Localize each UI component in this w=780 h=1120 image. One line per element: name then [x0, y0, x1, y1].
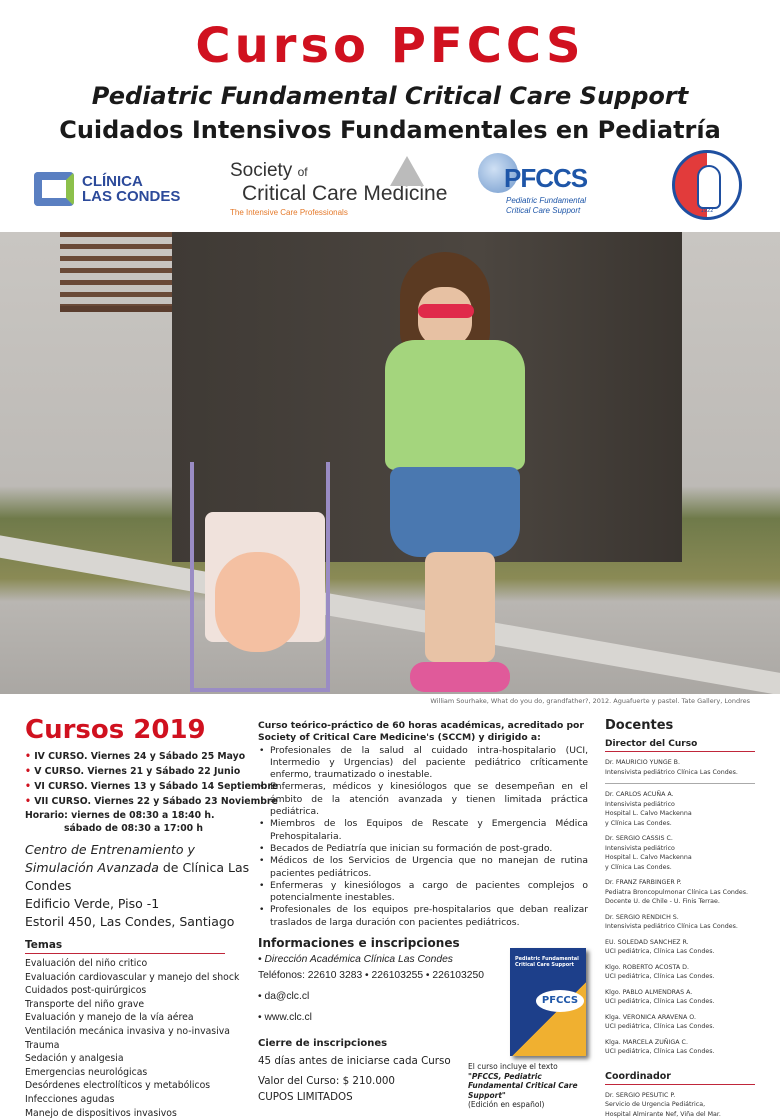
docentes-heading: Docentes [605, 718, 674, 733]
subtitle-english: Pediatric Fundamental Critical Care Support [91, 82, 689, 110]
docente-entry [605, 878, 755, 907]
text-line: Klga. VERONICA ARAVENA O. [605, 1013, 696, 1021]
website-link[interactable]: • www.clc.cl [258, 1012, 312, 1024]
book-title: Pediatric Fundamental Critical Care Support [515, 956, 579, 968]
sccm-triangle-icon [390, 156, 424, 186]
text-line: y Clínica Las Condes. [605, 863, 672, 871]
child-figure-icon [697, 165, 721, 209]
tema-item: Ventilación mecánica invasiva y no-invasiva [25, 1025, 230, 1037]
audience-item: • Becados de Pediatría que inician su formación de post-grado. [258, 843, 588, 855]
sociedad-chilena-pediatria-seal [672, 150, 742, 220]
sccm-name: Critical Care Medicine [242, 182, 448, 205]
text-line: Dr. SERGIO PESUTIC P. [605, 1091, 676, 1099]
curso-item: • VII CURSO. Viernes 22 y Sábado 23 Noviembre [25, 796, 278, 807]
info-heading: Informaciones e inscripciones [258, 936, 460, 951]
text-line: Intensivista pediátrico [605, 800, 675, 808]
docente-entry [605, 790, 755, 828]
docente-entry [605, 988, 755, 1007]
text-line: UCI pediátrica, Clínica Las Condes. [605, 998, 715, 1005]
pfccs-name: PFCCS [504, 163, 588, 193]
tema-item: Cuidados post-quirúrgicos [25, 985, 147, 997]
director [605, 758, 755, 777]
audience-item: • Médicos de los Servicios de Urgencia que no manejan de rutina pacientes pediátricos. [258, 855, 588, 880]
photo-caption: William Sourhake, What do you do, grandfather?, 2012. Aguafuerte y pastel. Tate Gallery, Londres [430, 697, 750, 705]
cierre-block: 45 días antes de iniciarse cada Curso Valor del Curso: $ 210.000 CUPOS LIMITADOS [258, 1054, 451, 1103]
tema-item: Emergencias neurológicas [25, 1066, 148, 1078]
pfccs-line2: Critical Care Support [506, 206, 581, 215]
text-line: UCI pediátrica, Clínica Las Condes. [605, 973, 715, 980]
tema-item: Evaluación y manejo de la vía aérea [25, 1012, 194, 1024]
docentes-column [605, 718, 755, 1119]
tema-item: Infecciones agudas [25, 1093, 115, 1105]
audience-item: • Miembros de los Equipos de Rescate y Emergencia Médica Prehospitalaria. [258, 818, 588, 843]
text-line: Dr. CARLOS ACUÑA A. [605, 791, 674, 798]
course-intro: Curso teórico-práctico de 60 horas académicas, acreditado por Society of Critical Care Medicine's (SCCM) y dirigido a: [258, 720, 584, 744]
text-line: Docente U. de Chile - U. Finis Terrae. [605, 898, 720, 905]
tema-item: Evaluación del niño critico [25, 958, 148, 969]
docente-entry [605, 938, 755, 957]
sccm-society: Society [230, 160, 293, 181]
text-line: Hospital Almirante Nef, Viña del Mar. [605, 1110, 721, 1118]
horario: Horario: viernes de 08:30 a 18:40 h. sábado de 08:30 a 17:00 h [25, 810, 215, 834]
logos-row [0, 150, 780, 230]
text-line: Klga. MARCELA ZUÑIGA C. [605, 1038, 688, 1046]
tema-item: Desórdenes electrolíticos y metabólicos [25, 1080, 211, 1092]
text-line: Intensivista pediátrico Clínica Las Condes. [605, 768, 738, 776]
text-line: Klgo. ROBERTO ACOSTA D. [605, 963, 690, 971]
docente-entry [605, 963, 755, 982]
docente-entry [605, 913, 755, 932]
text-line: Dr. SERGIO CASSIS C. [605, 835, 673, 842]
text-line: UCI pediátrica, Clínica Las Condes. [605, 1023, 715, 1030]
cierre-heading: Cierre de inscripciones [258, 1038, 388, 1050]
info-block [258, 952, 503, 1026]
text-line: UCI pediátrica, Clínica Las Condes. [605, 1048, 715, 1055]
text-line: Hospital L. Calvo Mackenna [605, 854, 692, 861]
text-line: Hospital L. Calvo Mackenna [605, 810, 692, 817]
audience-list [258, 745, 588, 929]
venue: Centro de Entrenamiento y Simulación Avanzada de Clínica Las Condes Edificio Verde, Piso -1 Estoril 450, Las Condes, Santiago [25, 842, 250, 929]
docente-entry [605, 1038, 755, 1057]
text-line: UCI pediátrica, Clínica Las Condes. [605, 948, 715, 955]
tema-item: Evaluación cardiovascular y manejo del shock [25, 971, 240, 983]
text-line: Pediatra Broncopulmonar Clínica Las Condes. [605, 888, 749, 896]
docentes-list [605, 790, 755, 1057]
sccm-of: of [297, 165, 308, 179]
girl-shirt [385, 340, 525, 470]
girl-legs [425, 552, 495, 662]
curso-item: • V CURSO. Viernes 21 y Sábado 22 Junio [25, 766, 241, 777]
sccm-tagline: The Intensive Care Professionals [230, 208, 348, 217]
docente-entry [605, 1013, 755, 1032]
text-line: Servicio de Urgencia Pediátrica, [605, 1101, 706, 1108]
audience-item: • Enfermeras y kinesiólogos a cargo de pacientes complejos o potencialmente inestables. [258, 880, 588, 905]
clc-cross-icon [34, 172, 74, 206]
tema-item: Trauma [25, 1039, 60, 1051]
book-logo: PFCCS [536, 990, 584, 1012]
text-line: Dr. SERGIO RENDICH S. [605, 913, 679, 921]
bench [60, 232, 175, 312]
clinica-las-condes-logo [34, 172, 180, 206]
clc-line1: CLÍNICA [82, 173, 143, 190]
email-link[interactable]: • da@clc.cl [258, 991, 310, 1003]
subtitle-spanish: Cuidados Intensivos Fundamentales en Pediatría [59, 116, 721, 144]
tema-item: Manejo de dispositivos invasivos [25, 1107, 177, 1119]
pfccs-line1: Pediatric Fundamental [506, 196, 587, 205]
page-title: Curso PFCCS [195, 18, 585, 74]
audience-item: • Profesionales de los equipos pre-hospitalarios que deban realizar traslados de larga duración con pacientes pediátricos. [258, 904, 588, 929]
clc-line2: LAS CONDES [82, 188, 181, 205]
text-line: Intensivista pediátrico Clínica Las Condes. [605, 923, 738, 930]
text-line: Dr. FRANZ FARBINGER P. [605, 879, 682, 886]
book-caption: El curso incluye el texto "PFCCS, Pediatric Fundamental Critical Care Support" (Edición en español) [468, 1062, 578, 1109]
curso-item: • IV CURSO. Viernes 24 y Sábado 25 Mayo [25, 751, 246, 762]
hero-photo [0, 232, 780, 694]
girl-shorts [390, 467, 520, 557]
cursos-column [25, 715, 279, 1120]
audience-item: • Enfermeras, médicos y kinesiólogos que se desempeñan en el ámbito de la atención avanzada y tienen limitada práctica pediátrica. [258, 781, 588, 818]
temas-list [25, 957, 250, 1120]
text-line: EU. SOLEDAD SANCHEZ R. [605, 938, 689, 946]
girl-shoes [410, 662, 510, 692]
info-direccion: • Dirección Académica Clínica Las Condes [258, 954, 453, 966]
divider [605, 783, 755, 784]
book-cover [510, 948, 586, 1056]
docente-entry [605, 834, 755, 872]
curso-item: • VI CURSO. Viernes 13 y Sábado 14 Septiembre [25, 781, 279, 792]
text-line: Dr. MAURICIO YUNGE B. [605, 759, 681, 766]
info-phones: Teléfonos: 22610 3283 • 226103255 • 226103250 [258, 970, 484, 982]
sunglasses [418, 304, 474, 318]
seal-year: 1922 [700, 208, 714, 214]
temas-heading: Temas [25, 939, 225, 954]
audience-item: • Profesionales de la salud al cuidado intra-hospitalario (UCI, Intermedio y Urgencias) del paciente pediátrico críticamente enfermo, traumatizado o inestable. [258, 745, 588, 782]
tema-item: Sedación y analgesia [25, 1053, 124, 1065]
tema-item: Transporte del niño grave [25, 998, 145, 1010]
text-line: y Clínica Las Condes. [605, 819, 672, 827]
coordinador-heading: Coordinador [605, 1071, 755, 1085]
cursos-heading: Cursos 2019 [25, 715, 206, 745]
text-line: Intensivista pediátrico [605, 844, 675, 852]
sccm-logo [230, 160, 447, 217]
doll [215, 552, 300, 652]
director-heading: Director del Curso [605, 739, 755, 752]
text-line: Klgo. PABLO ALMENDRAS A. [605, 988, 693, 996]
